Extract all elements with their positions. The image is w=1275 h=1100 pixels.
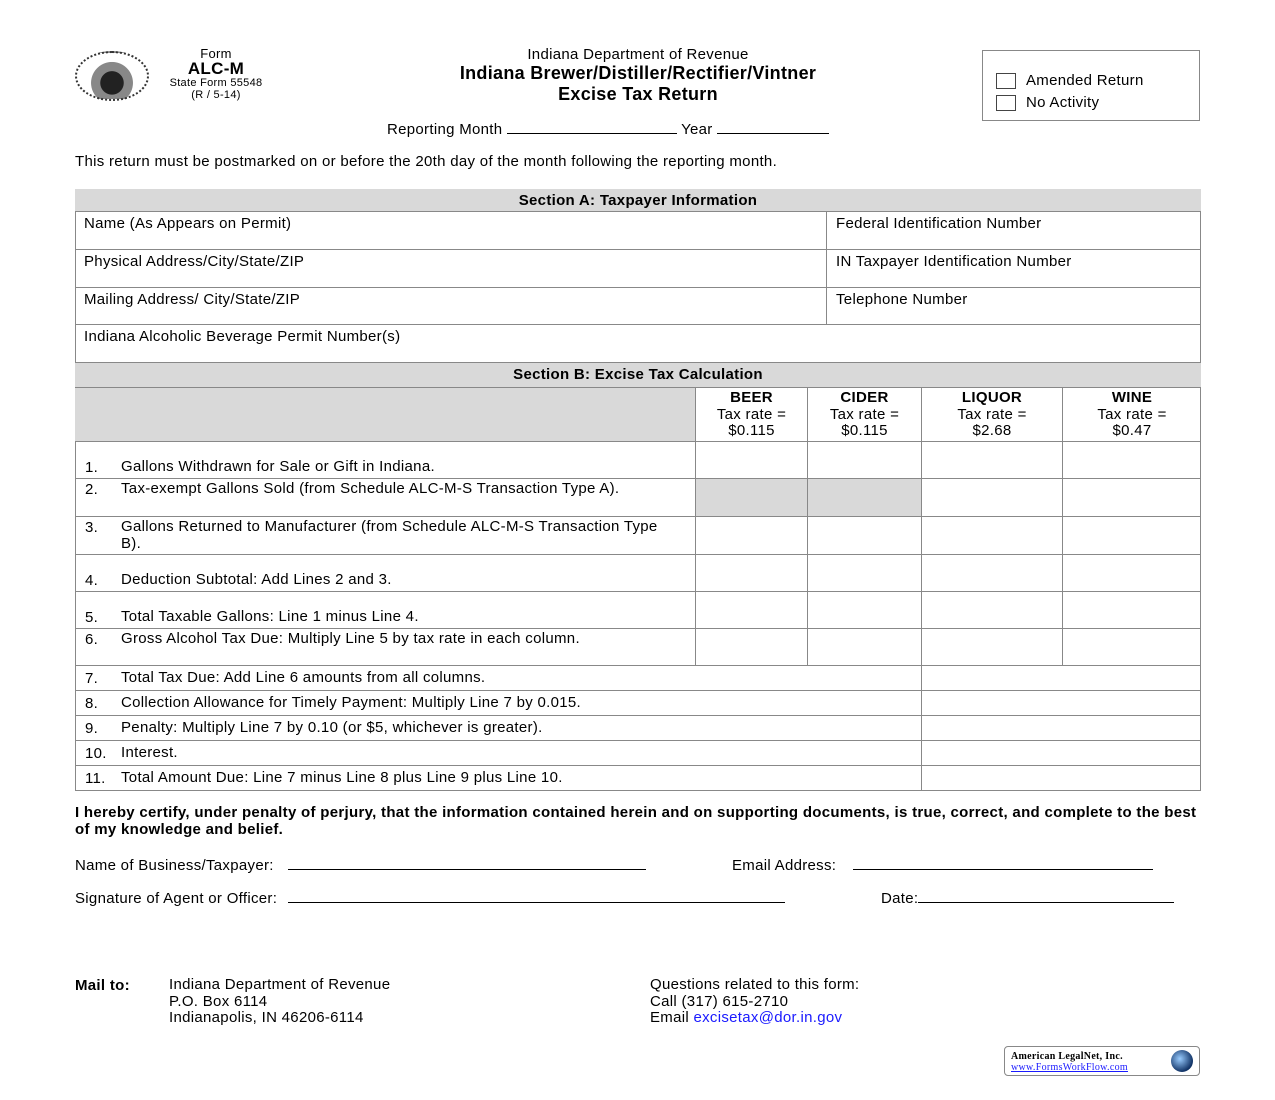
taxpayer-field[interactable]	[826, 249, 1201, 287]
section-a-title: Section A: Taxpayer Information	[75, 189, 1201, 212]
revision: (R / 5-14)	[191, 89, 241, 101]
line-6-cider-input[interactable]	[807, 628, 921, 665]
line-number: 8.	[85, 695, 99, 712]
line-text: Gross Alcohol Tax Due: Multiply Line 5 by tax rate in each column.	[121, 630, 580, 647]
line-10-label	[75, 740, 922, 765]
column-header-wine	[1062, 387, 1201, 442]
line-11-amount[interactable]	[921, 765, 1201, 790]
reporting-month-field[interactable]	[507, 119, 677, 134]
tax-rate: $0.115	[841, 422, 888, 439]
line-number: 6.	[85, 631, 99, 648]
line-3-wine-input[interactable]	[1062, 516, 1201, 554]
line-7-amount[interactable]	[921, 665, 1201, 690]
agency-name: Indiana Department of Revenue	[527, 46, 749, 63]
field-label: Telephone Number	[836, 291, 968, 308]
line-2-beer-input	[695, 478, 807, 516]
line-number: 7.	[85, 670, 99, 687]
amended-return-checkbox[interactable]	[996, 72, 1144, 89]
tax-rate: $0.115	[728, 422, 775, 439]
line-5-beer-input[interactable]	[695, 591, 807, 628]
email-field[interactable]	[853, 855, 1153, 870]
field-label: Physical Address/City/State/ZIP	[84, 253, 305, 270]
line-2-wine-input[interactable]	[1062, 478, 1201, 516]
line-5-liquor-input[interactable]	[921, 591, 1062, 628]
mail-address-line2: P.O. Box 6114	[169, 992, 268, 1010]
taxpayer-field[interactable]	[75, 249, 827, 287]
business-name-label: Name of Business/Taxpayer:	[75, 857, 274, 874]
field-label: IN Taxpayer Identification Number	[836, 253, 1072, 270]
line-1-wine-input[interactable]	[1062, 441, 1201, 478]
form-title: Indiana Brewer/Distiller/Rectifier/Vintner	[459, 63, 817, 83]
reporting-month-label: Reporting Month	[387, 121, 503, 138]
line-text: Collection Allowance for Timely Payment: Multiply Line 7 by 0.015.	[121, 694, 582, 711]
line-number: 2.	[85, 481, 99, 498]
contact-email-link[interactable]: excisetax@dor.in.gov	[693, 1009, 843, 1026]
year-label: Year	[681, 121, 713, 138]
questions-label: Questions related to this form:	[650, 976, 860, 993]
state-seal-icon	[75, 51, 149, 101]
field-label: Mailing Address/ City/State/ZIP	[84, 291, 301, 308]
taxpayer-field[interactable]	[826, 287, 1201, 324]
field-label: Indiana Alcoholic Beverage Permit Number(s)	[84, 328, 401, 345]
signature-label: Signature of Agent or Officer:	[75, 890, 278, 907]
questions-phone: Call (317) 615-2710	[650, 992, 789, 1010]
column-header-cider	[807, 387, 921, 442]
line-11-label	[75, 765, 922, 790]
line-3-beer-input[interactable]	[695, 516, 807, 554]
mail-address-line3: Indianapolis, IN 46206-6114	[169, 1009, 364, 1026]
badge-name: American LegalNet, Inc.	[1011, 1051, 1123, 1062]
line-5-wine-input[interactable]	[1062, 591, 1201, 628]
column-name: LIQUOR	[961, 389, 1023, 406]
no-activity-checkbox[interactable]	[996, 94, 1099, 111]
rate-label: Tax rate =	[957, 405, 1027, 423]
globe-icon	[1171, 1050, 1193, 1072]
tax-rate: $2.68	[972, 422, 1012, 439]
signature-field[interactable]	[288, 888, 785, 903]
legalnet-badge[interactable]	[1004, 1046, 1200, 1076]
column-name: WINE	[1111, 389, 1153, 406]
line-number: 5.	[85, 609, 99, 626]
field-label: Name (As Appears on Permit)	[84, 215, 292, 232]
column-header-beer	[695, 387, 807, 442]
line-text: Penalty: Multiply Line 7 by 0.10 (or $5, whichever is greater).	[121, 719, 543, 736]
line-2-cider-input	[807, 478, 921, 516]
line-2-liquor-input[interactable]	[921, 478, 1062, 516]
line-4-wine-input[interactable]	[1062, 554, 1201, 591]
line-text: Total Amount Due: Line 7 minus Line 8 plus Line 9 plus Line 10.	[121, 769, 563, 786]
rate-label: Tax rate =	[1097, 405, 1167, 423]
email-prefix: Email	[650, 1009, 690, 1026]
line-5-label	[75, 591, 696, 628]
line-text: Interest.	[121, 744, 178, 761]
postmark-notice: This return must be postmarked on or before the 20th day of the month following the reporting month.	[75, 153, 778, 170]
line-text: Total Taxable Gallons: Line 1 minus Line 4.	[121, 608, 419, 625]
section-b-title: Section B: Excise Tax Calculation	[75, 362, 1201, 388]
form-code: ALC-M	[187, 59, 245, 78]
line-1-cider-input[interactable]	[807, 441, 921, 478]
email-label: Email Address:	[732, 857, 837, 874]
tax-rate: $0.47	[1112, 422, 1152, 439]
mail-address-line1: Indiana Department of Revenue	[169, 976, 391, 993]
line-8-label	[75, 690, 922, 715]
form-id	[160, 47, 272, 101]
line-3-cider-input[interactable]	[807, 516, 921, 554]
mail-to-label: Mail to:	[75, 977, 130, 994]
line-2-label	[75, 478, 696, 516]
line-4-liquor-input[interactable]	[921, 554, 1062, 591]
line-number: 1.	[85, 459, 99, 476]
line-3-label	[75, 516, 696, 554]
line-8-amount[interactable]	[921, 690, 1201, 715]
taxpayer-field[interactable]	[75, 211, 827, 249]
line-number: 11.	[85, 770, 106, 787]
line-10-amount[interactable]	[921, 740, 1201, 765]
line-6-label	[75, 628, 696, 665]
line-text: Total Tax Due: Add Line 6 amounts from all columns.	[121, 669, 486, 686]
column-name: BEER	[730, 389, 773, 406]
line-text: Deduction Subtotal: Add Lines 2 and 3.	[121, 571, 392, 588]
line-number: 4.	[85, 572, 99, 589]
line-text: Gallons Returned to Manufacturer (from Schedule ALC-M-S Transaction Type B).	[121, 518, 658, 552]
business-name-field[interactable]	[288, 855, 646, 870]
certification-statement: I hereby certify, under penalty of perjury, that the information contained herein and on supporting documents, is true, correct, and complete to the best of my knowledge and belief.	[75, 804, 1197, 838]
date-field[interactable]	[918, 888, 1174, 903]
line-text: Gallons Withdrawn for Sale or Gift in Indiana.	[121, 458, 435, 475]
line-4-beer-input[interactable]	[695, 554, 807, 591]
badge-url: www.FormsWorkFlow.com	[1011, 1062, 1128, 1073]
taxpayer-field[interactable]	[826, 211, 1201, 249]
year-field[interactable]	[717, 119, 829, 134]
taxpayer-field[interactable]	[75, 287, 827, 324]
form-word: Form	[200, 46, 232, 61]
line-6-liquor-input[interactable]	[921, 628, 1062, 665]
amended-label: Amended Return	[1026, 72, 1144, 89]
line-6-beer-input[interactable]	[695, 628, 807, 665]
line-6-wine-input[interactable]	[1062, 628, 1201, 665]
section-b-header-blank	[75, 387, 696, 442]
date-label: Date:	[881, 890, 919, 907]
line-text: Tax-exempt Gallons Sold (from Schedule ALC-M-S Transaction Type A).	[121, 480, 620, 497]
line-9-amount[interactable]	[921, 715, 1201, 740]
line-9-label	[75, 715, 922, 740]
line-number: 10.	[85, 745, 107, 762]
line-4-label	[75, 554, 696, 591]
no-activity-label: No Activity	[1026, 94, 1100, 111]
column-name: CIDER	[840, 389, 889, 406]
line-1-beer-input[interactable]	[695, 441, 807, 478]
line-4-cider-input[interactable]	[807, 554, 921, 591]
return-type-box	[982, 50, 1200, 121]
rate-label: Tax rate =	[716, 405, 787, 423]
form-subtitle: Excise Tax Return	[558, 84, 718, 104]
line-1-label	[75, 441, 696, 478]
column-header-liquor	[921, 387, 1062, 442]
state-form: State Form 55548	[169, 77, 263, 89]
line-3-liquor-input[interactable]	[921, 516, 1062, 554]
rate-label: Tax rate =	[829, 405, 900, 423]
field-label: Federal Identification Number	[836, 215, 1042, 232]
line-number: 9.	[85, 720, 99, 737]
permit-number-field[interactable]	[75, 324, 1201, 362]
line-5-cider-input[interactable]	[807, 591, 921, 628]
line-number: 3.	[85, 519, 99, 536]
line-7-label	[75, 665, 922, 690]
line-1-liquor-input[interactable]	[921, 441, 1062, 478]
